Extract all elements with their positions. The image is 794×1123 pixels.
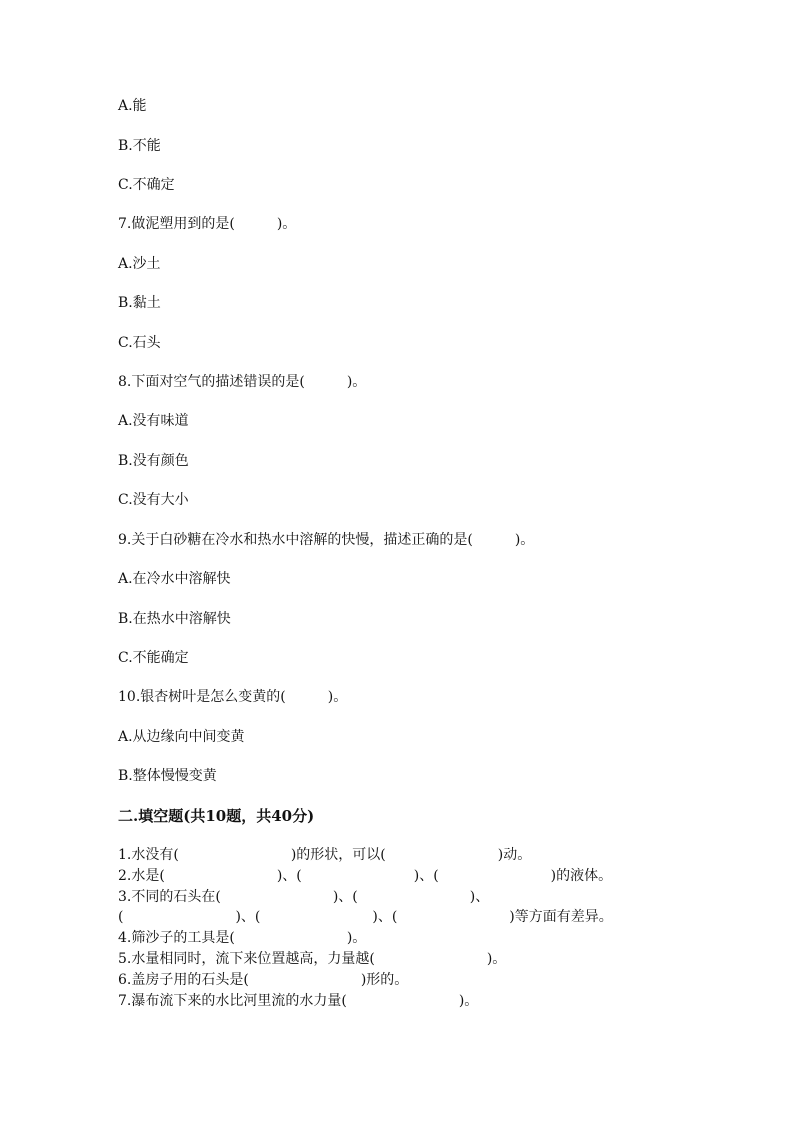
q9-option-c: C.不能确定	[118, 650, 189, 666]
fill-q3-line2: ( )、( )、( )等方面有差异。	[118, 909, 613, 925]
q9-question: 9.关于白砂糖在冷水和热水中溶解的快慢，描述正确的是( )。	[118, 532, 535, 548]
q7-question: 7.做泥塑用到的是( )。	[118, 216, 297, 232]
fill-q7: 7.瀑布流下来的水比河里流的水力量( )。	[118, 993, 479, 1009]
fill-q6: 6.盖房子用的石头是( )形的。	[118, 972, 409, 988]
section-title-fill-in: 二.填空题(共10题，共40分)	[118, 807, 315, 825]
q7-option-c: C.石头	[118, 335, 161, 351]
fill-q1: 1.水没有( )的形状，可以( )动。	[118, 847, 532, 863]
fill-q2: 2.水是( )、( )、( )的液体。	[118, 868, 613, 884]
q9-option-b: B.在热水中溶解快	[118, 611, 231, 627]
q8-option-b: B.没有颜色	[118, 453, 189, 469]
q7-option-a: A.沙土	[118, 256, 161, 272]
fill-q5: 5.水量相同时，流下来位置越高，力量越( )。	[118, 951, 507, 967]
fill-q3-line1: 3.不同的石头在( )、( )、	[118, 889, 490, 905]
q8-option-a: A.没有味道	[118, 413, 189, 429]
q10-question: 10.银杏树叶是怎么变黄的( )。	[118, 689, 348, 705]
q7-option-b: B.黏土	[118, 295, 161, 311]
q6-option-a: A.能	[118, 98, 147, 114]
q10-option-a: A.从边缘向中间变黄	[118, 729, 245, 745]
q8-option-c: C.没有大小	[118, 492, 189, 508]
q6-option-b: B.不能	[118, 138, 161, 154]
q8-question: 8.下面对空气的描述错误的是( )。	[118, 374, 367, 390]
q10-option-b: B.整体慢慢变黄	[118, 768, 217, 784]
fill-q4: 4.筛沙子的工具是( )。	[118, 930, 367, 946]
q6-option-c: C.不确定	[118, 177, 175, 193]
q9-option-a: A.在冷水中溶解快	[118, 571, 231, 587]
